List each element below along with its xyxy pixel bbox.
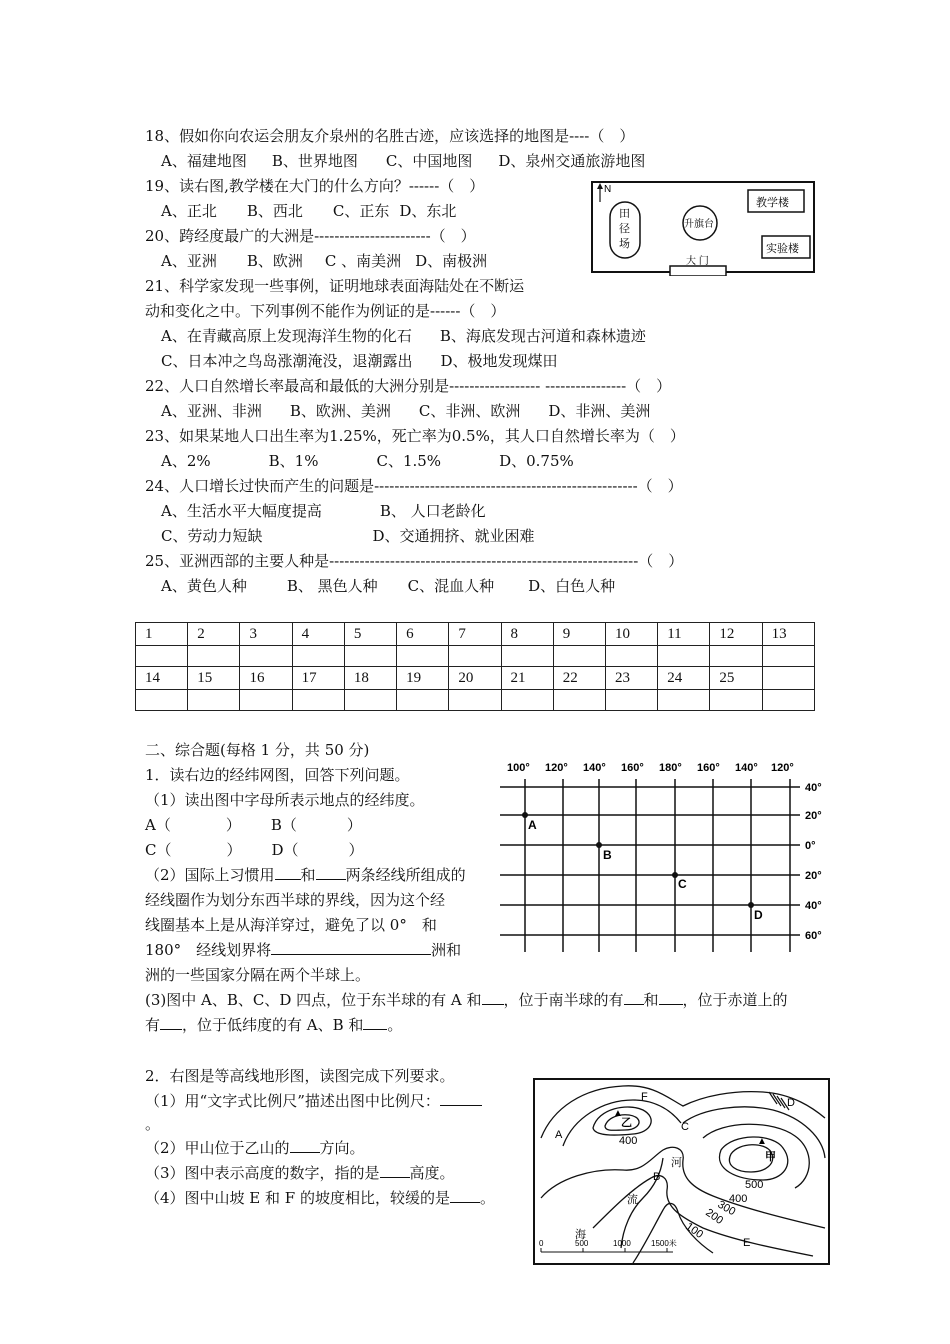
slope-e-label: E xyxy=(743,1237,751,1249)
main-gate-label: 大 门 xyxy=(686,256,709,267)
q1-part1: （1）读出图中字母所表示地点的经纬度。 xyxy=(145,791,425,809)
table-cell: 24 xyxy=(658,667,710,690)
answer-cell[interactable] xyxy=(240,646,292,667)
paren-close: ） xyxy=(346,816,362,834)
elevation-label: 300 xyxy=(715,1198,738,1219)
option-d: D、交通拥挤、就业困难 xyxy=(372,527,535,545)
answer-cell[interactable] xyxy=(292,690,344,711)
question-21-stem-line2: 动和变化之中。下列事例不能作为例证的是------（ ） xyxy=(145,302,506,320)
option-c: C、中国地图 xyxy=(385,152,473,170)
text: 180° 经线划界将 xyxy=(145,941,272,959)
paren-close: ） xyxy=(348,841,364,859)
option-c: C、正东 xyxy=(332,202,390,220)
option-a: A、福建地图 xyxy=(161,152,247,170)
q1-part3-line2 xyxy=(145,1015,402,1035)
mountain-jia-label: 甲 xyxy=(765,1151,776,1163)
lon-label: 180° xyxy=(659,762,682,774)
lon-label: 120° xyxy=(771,762,794,774)
question-22-options xyxy=(161,401,650,421)
question-22-stem: 22、人口自然增长率最高和最低的大洲分别是------------------ ----------------（ ） xyxy=(145,377,672,395)
main-gate xyxy=(670,266,726,276)
q1-part2-line4 xyxy=(145,940,461,960)
q1-part2-line5: 洲的一些国家分隔在两个半球上。 xyxy=(145,966,371,984)
table-cell: 10 xyxy=(605,623,657,646)
question-25-options xyxy=(161,576,615,596)
option-b: B、西北 xyxy=(246,202,303,220)
text: （4）图中山坡 E 和 F 的坡度相比，较缓的是 xyxy=(145,1189,450,1207)
option-c: C 、南美洲 xyxy=(324,252,402,270)
table-cell: 14 xyxy=(136,667,188,690)
contour-map xyxy=(533,1078,831,1266)
table-cell: 18 xyxy=(344,667,396,690)
paren-close: ） xyxy=(225,816,241,834)
question-23-stem: 23、如果某地人口出生率为1.25%，死亡率为0.5%，其人口自然增长率为（ ） xyxy=(145,427,685,445)
table-cell: 6 xyxy=(397,623,449,646)
lab-building-label: 实验楼 xyxy=(766,243,799,255)
option-a: A、黄色人种 xyxy=(161,577,247,595)
blank-field[interactable] xyxy=(363,1015,387,1030)
blank-field[interactable] xyxy=(160,1015,182,1030)
mountain-yi-label: 乙 xyxy=(621,1117,632,1129)
option-d: D、南极洲 xyxy=(415,252,488,270)
track-char-2: 径 xyxy=(619,223,630,235)
point-b xyxy=(596,842,602,848)
table-cell: 13 xyxy=(762,623,814,646)
table-cell: 3 xyxy=(240,623,292,646)
lat-label: 20° xyxy=(805,870,822,882)
blank-field[interactable] xyxy=(380,1163,410,1178)
lat-label: 40° xyxy=(805,782,822,794)
text: 和 xyxy=(643,991,659,1009)
table-cell: 21 xyxy=(501,667,553,690)
option-b: B、 黑色人种 xyxy=(286,577,378,595)
point-d-label: D xyxy=(787,1097,795,1109)
point-d-label: D xyxy=(754,908,763,922)
answer-cell[interactable] xyxy=(658,690,710,711)
answer-cell[interactable] xyxy=(397,646,449,667)
option-b: B、1% xyxy=(268,452,319,470)
option-a: A、亚洲、非洲 xyxy=(161,402,262,420)
table-cell: 11 xyxy=(658,623,710,646)
blank-field[interactable] xyxy=(440,1091,482,1106)
lon-label: 140° xyxy=(735,762,758,774)
blank-field[interactable] xyxy=(271,940,431,955)
option-d: D、白色人种 xyxy=(528,577,616,595)
table-row xyxy=(136,623,815,646)
option-d: D、非洲、美洲 xyxy=(548,402,651,420)
slope-f-label: F xyxy=(641,1091,648,1103)
text: ，位于南半球的有 xyxy=(503,991,624,1009)
answer-cell[interactable] xyxy=(710,690,762,711)
point-b-label: B xyxy=(653,1171,661,1183)
option-c: C、1.5% xyxy=(376,452,442,470)
q1-part3-line1 xyxy=(145,990,788,1010)
blank-field[interactable] xyxy=(624,990,644,1005)
lat-lon-grid-map xyxy=(495,757,840,957)
point-a-label: A xyxy=(555,1129,563,1141)
text: （2）国际上习惯用 xyxy=(145,866,275,884)
question-18-options xyxy=(161,151,645,171)
answer-cell[interactable] xyxy=(292,646,344,667)
q1-intro: 1．读右边的经纬网图，回答下列问题。 xyxy=(145,766,410,784)
answer-cell[interactable] xyxy=(344,646,396,667)
question-21-options-row1 xyxy=(161,326,646,346)
section-2-title: 二、综合题(每格 1 分，共 50 分) xyxy=(145,741,370,759)
point-c-label: C（ xyxy=(145,841,172,859)
option-c: C、劳动力短缺 xyxy=(161,527,263,545)
q2-intro: 2．右图是等高线地形图，读图完成下列要求。 xyxy=(145,1067,455,1085)
text: 高度。 xyxy=(409,1164,455,1182)
point-c-label: C xyxy=(678,877,687,891)
river-label-2: 流 xyxy=(627,1194,638,1206)
option-b: B、欧洲 xyxy=(246,252,303,270)
question-18-stem: 18、假如你向农运会朋友介泉州的名胜古迹，应该选择的地图是----（ ） xyxy=(145,127,635,145)
elevation-label: 400 xyxy=(729,1193,748,1205)
option-d: D、东北 xyxy=(399,202,457,220)
q2-part1-end: 。 xyxy=(145,1115,161,1133)
question-21-options-row2 xyxy=(161,351,558,371)
paren-close: ） xyxy=(226,841,242,859)
point-d-label: D（ xyxy=(271,841,299,859)
q2-part2 xyxy=(145,1138,365,1158)
answer-cell[interactable] xyxy=(553,690,605,711)
text: 和 xyxy=(300,866,316,884)
option-c: C、非洲、欧洲 xyxy=(418,402,521,420)
campus-map xyxy=(590,180,818,276)
answer-cell[interactable] xyxy=(449,646,501,667)
elevation-label: 100 xyxy=(683,1220,706,1241)
option-b: B、 人口老龄化 xyxy=(379,502,486,520)
table-cell: 9 xyxy=(553,623,605,646)
question-19-options xyxy=(161,201,456,221)
answer-cell[interactable] xyxy=(762,690,814,711)
table-cell: 7 xyxy=(449,623,501,646)
table-cell: 23 xyxy=(605,667,657,690)
table-cell: 20 xyxy=(449,667,501,690)
table-cell: 15 xyxy=(188,667,240,690)
answer-cell[interactable] xyxy=(762,646,814,667)
table-cell: 5 xyxy=(344,623,396,646)
answer-cell[interactable] xyxy=(136,646,188,667)
table-cell: 2 xyxy=(188,623,240,646)
q2-part4 xyxy=(145,1188,495,1208)
text: ，位于低纬度的有 A、B 和 xyxy=(182,1016,364,1034)
river-label-1: 河 xyxy=(671,1157,682,1169)
question-23-options xyxy=(161,451,574,471)
lon-label: 100° xyxy=(507,762,530,774)
text: 两条经线所组成的 xyxy=(345,866,466,884)
option-a: A、正北 xyxy=(161,202,217,220)
scale-bar xyxy=(541,1248,673,1252)
option-c: C、混血人种 xyxy=(407,577,495,595)
q2-part3 xyxy=(145,1163,455,1183)
answer-cell[interactable] xyxy=(188,646,240,667)
elevation-label: 200 xyxy=(703,1206,726,1227)
question-24-stem: 24、人口增长过快而产生的问题是----------------------------------------------------（ ） xyxy=(145,477,683,495)
question-21-stem-line1: 21、科学家发现一些事例，证明地球表面海陆处在不断运 xyxy=(145,277,525,295)
blank-field[interactable] xyxy=(659,990,683,1005)
q1-part2-line1 xyxy=(145,865,466,885)
scale-label: 500 xyxy=(575,1239,589,1248)
triangle-icon: ▲ xyxy=(613,1108,623,1119)
answer-cell[interactable] xyxy=(136,690,188,711)
lon-label: 160° xyxy=(697,762,720,774)
answer-cell[interactable] xyxy=(501,646,553,667)
lat-label: 0° xyxy=(805,840,816,852)
text: 方向。 xyxy=(319,1139,365,1157)
q1-blanks-cd xyxy=(145,840,364,860)
triangle-icon: ▲ xyxy=(757,1136,767,1147)
text: ，位于赤道上的 xyxy=(682,991,788,1009)
lat-label: 40° xyxy=(805,900,822,912)
table-cell: 22 xyxy=(553,667,605,690)
option-b: B、海底发现古河道和森林遗迹 xyxy=(439,327,646,345)
blank-field[interactable] xyxy=(290,1138,320,1153)
question-25-stem: 25、亚洲西部的主要人种是-------------------------------------------------------------（ ） xyxy=(145,552,684,570)
scale-label: 0 xyxy=(539,1239,544,1248)
elevation-label: 500 xyxy=(745,1179,764,1191)
teaching-building-label: 教学楼 xyxy=(756,197,789,209)
answer-cell[interactable] xyxy=(658,646,710,667)
answer-cell[interactable] xyxy=(605,646,657,667)
track-char-1: 田 xyxy=(619,208,630,220)
option-a: A、2% xyxy=(161,452,211,470)
table-cell: 16 xyxy=(240,667,292,690)
table-cell: 25 xyxy=(710,667,762,690)
point-a-label: A xyxy=(528,818,537,832)
answer-table xyxy=(135,622,815,711)
answer-cell[interactable] xyxy=(710,646,762,667)
scale-label: 1000 xyxy=(613,1239,631,1248)
q1-part2-line2: 经线圈作为划分东西半球的界线，因为这个经 xyxy=(145,891,446,909)
blank-field[interactable] xyxy=(275,865,301,880)
answer-cell[interactable] xyxy=(344,690,396,711)
point-b-label: B xyxy=(603,848,612,862)
table-cell: 19 xyxy=(397,667,449,690)
question-20-stem: 20、跨经度最广的大洲是-----------------------（ ） xyxy=(145,227,476,245)
table-row xyxy=(136,667,815,690)
question-19-stem: 19、读右图,教学楼在大门的什么方向？------（ ） xyxy=(145,177,485,195)
option-b: B、欧洲、美洲 xyxy=(289,402,391,420)
lon-label: 120° xyxy=(545,762,568,774)
text: 。 xyxy=(479,1189,495,1207)
elevation-label: 400 xyxy=(619,1135,638,1147)
blank-field[interactable] xyxy=(450,1188,480,1203)
track-char-3: 场 xyxy=(619,238,630,250)
answer-cell[interactable] xyxy=(397,690,449,711)
option-a: A、亚洲 xyxy=(161,252,217,270)
q1-blanks-ab xyxy=(145,815,362,835)
scale-label: 1500米 xyxy=(651,1239,677,1248)
text: （2）甲山位于乙山的 xyxy=(145,1139,290,1157)
option-d: D、极地发现煤田 xyxy=(440,352,558,370)
option-c: C、日本冲之鸟岛涨潮淹没，退潮露出 xyxy=(161,352,413,370)
lat-label: 60° xyxy=(805,930,822,942)
point-c-label: C xyxy=(681,1121,689,1133)
table-cell: 8 xyxy=(501,623,553,646)
lat-label: 20° xyxy=(805,810,822,822)
answer-row xyxy=(136,690,815,711)
flag-platform-label: 升旗台 xyxy=(684,219,714,230)
text: (3)图中 A、B、C、D 四点，位于东半球的有 A 和 xyxy=(145,991,482,1009)
option-d: D、泉州交通旅游地图 xyxy=(498,152,646,170)
question-20-options xyxy=(161,251,487,271)
answer-cell[interactable] xyxy=(188,690,240,711)
answer-cell[interactable] xyxy=(553,646,605,667)
lon-label: 140° xyxy=(583,762,606,774)
table-cell: 17 xyxy=(292,667,344,690)
q1-part2-line3: 线圈基本上是从海洋穿过，避免了以 0° 和 xyxy=(145,916,437,934)
answer-row xyxy=(136,646,815,667)
answer-cell[interactable] xyxy=(605,690,657,711)
table-cell: 4 xyxy=(292,623,344,646)
lon-label: 160° xyxy=(621,762,644,774)
q2-part1 xyxy=(145,1091,482,1111)
text: （3）图中表示高度的数字，指的是 xyxy=(145,1164,380,1182)
text: 洲和 xyxy=(431,941,462,959)
answer-cell[interactable] xyxy=(240,690,292,711)
option-a: A、在青藏高原上发现海洋生物的化石 xyxy=(161,327,412,345)
option-d: D、0.75% xyxy=(499,452,574,470)
answer-cell[interactable] xyxy=(449,690,501,711)
question-24-options-row1 xyxy=(161,501,486,521)
text: 有 xyxy=(145,1016,161,1034)
answer-cell[interactable] xyxy=(501,690,553,711)
blank-field[interactable] xyxy=(316,865,346,880)
blank-field[interactable] xyxy=(482,990,504,1005)
text: 。 xyxy=(387,1016,403,1034)
north-label: N xyxy=(604,184,612,195)
point-a-label: A（ xyxy=(145,816,171,834)
table-cell xyxy=(762,667,814,690)
point-b-label: B（ xyxy=(270,816,297,834)
sea-label: 海 xyxy=(575,1229,586,1241)
option-a: A、生活水平大幅度提高 xyxy=(161,502,322,520)
option-b: B、世界地图 xyxy=(271,152,358,170)
text: （1）用“文字式比例尺”描述出图中比例尺： xyxy=(145,1092,440,1110)
table-cell: 1 xyxy=(136,623,188,646)
table-cell: 12 xyxy=(710,623,762,646)
question-24-options-row2 xyxy=(161,526,535,546)
